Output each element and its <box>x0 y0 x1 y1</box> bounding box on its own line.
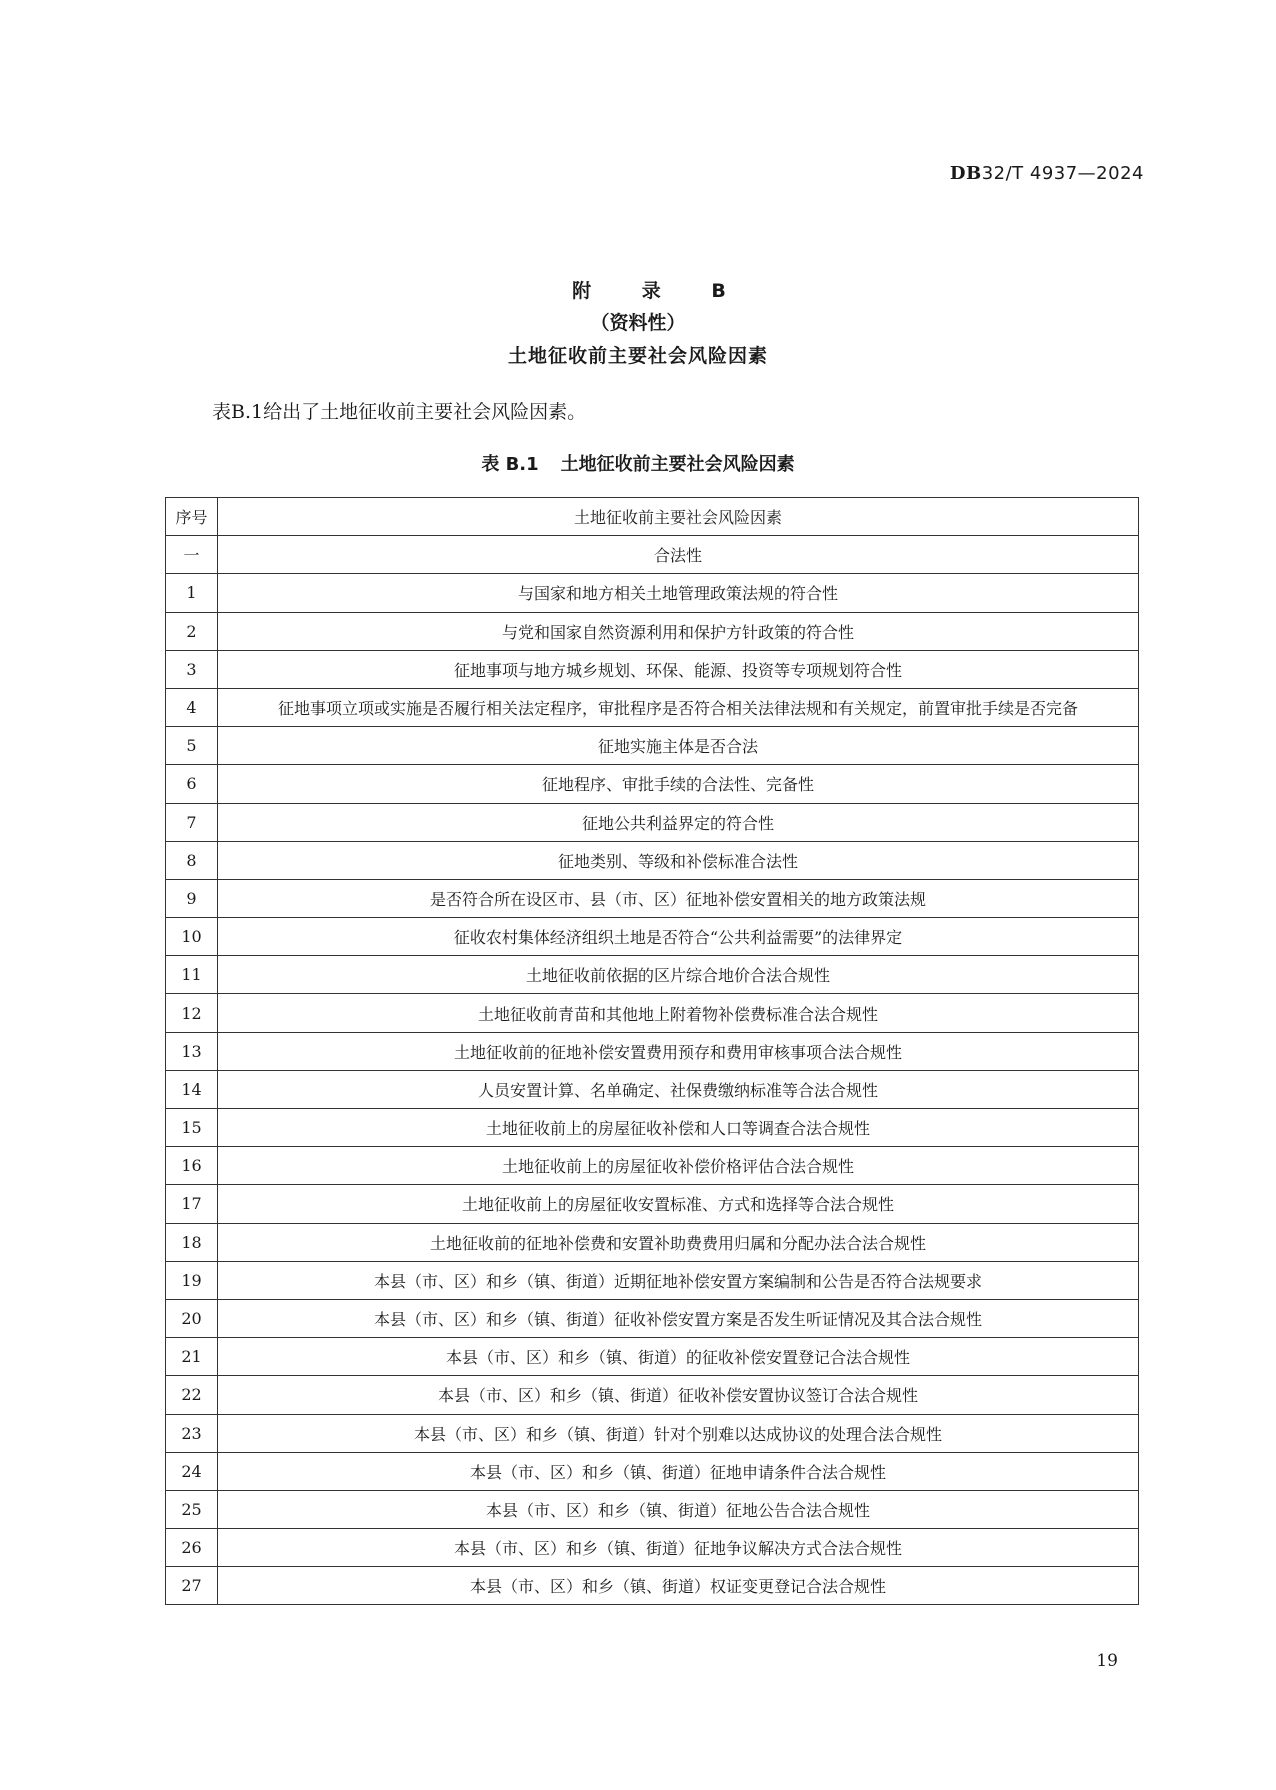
risk-factor-cell: 征地实施主体是否合法 <box>218 727 1139 765</box>
table-caption <box>0 450 1276 476</box>
table-row <box>166 1070 1139 1108</box>
intro-paragraph: 表B.1给出了土地征收前主要社会风险因素。 <box>212 401 587 423</box>
appendix-type: （资料性） <box>590 312 686 334</box>
table-header-row <box>166 498 1139 536</box>
table-row <box>166 918 1139 956</box>
row-number-cell: 10 <box>166 918 218 956</box>
standard-code <box>950 163 1144 184</box>
row-number-cell: 1 <box>166 574 218 612</box>
risk-factor-cell: 人员安置计算、名单确定、社保费缴纳标准等合法合规性 <box>218 1070 1139 1108</box>
row-number-cell: 23 <box>166 1414 218 1452</box>
table-caption-title: 土地征收前主要社会风险因素 <box>560 454 795 475</box>
table-row <box>166 1567 1139 1605</box>
row-number-cell: 一 <box>166 536 218 574</box>
risk-factor-cell: 本县（市、区）和乡（镇、街道）征地争议解决方式合法合规性 <box>218 1529 1139 1567</box>
row-number-cell: 12 <box>166 994 218 1032</box>
table-row <box>166 1223 1139 1261</box>
table-row <box>166 879 1139 917</box>
row-number-cell: 2 <box>166 612 218 650</box>
table-row <box>166 1529 1139 1567</box>
table-row <box>166 727 1139 765</box>
risk-factor-cell: 土地征收前的征地补偿费和安置补助费费用归属和分配办法合法合规性 <box>218 1223 1139 1261</box>
risk-factor-cell: 本县（市、区）和乡（镇、街道）的征收补偿安置登记合法合规性 <box>218 1338 1139 1376</box>
risk-factor-cell: 本县（市、区）和乡（镇、街道）征地申请条件合法合规性 <box>218 1452 1139 1490</box>
table-body <box>166 536 1139 1605</box>
table-row <box>166 1376 1139 1414</box>
risk-factor-cell: 本县（市、区）和乡（镇、街道）针对个别难以达成协议的处理合法合规性 <box>218 1414 1139 1452</box>
risk-factor-cell: 土地征收前上的房屋征收补偿价格评估合法合规性 <box>218 1147 1139 1185</box>
row-number-cell: 18 <box>166 1223 218 1261</box>
row-number-cell: 9 <box>166 879 218 917</box>
risk-factor-cell: 征地事项立项或实施是否履行相关法定程序，审批程序是否符合相关法律法规和有关规定，前置审批手续是否完备 <box>218 688 1139 726</box>
table-row <box>166 650 1139 688</box>
risk-factor-cell: 征地事项与地方城乡规划、环保、能源、投资等专项规划符合性 <box>218 650 1139 688</box>
table-row <box>166 1147 1139 1185</box>
risk-factor-cell: 土地征收前依据的区片综合地价合法合规性 <box>218 956 1139 994</box>
appendix-title: 附 录 B <box>572 280 748 302</box>
risk-factor-cell: 征地类别、等级和补偿标准合法性 <box>218 841 1139 879</box>
table-row <box>166 956 1139 994</box>
risk-factor-cell: 土地征收前上的房屋征收安置标准、方式和选择等合法合规性 <box>218 1185 1139 1223</box>
row-number-cell: 27 <box>166 1567 218 1605</box>
table-row <box>166 1261 1139 1299</box>
row-number-cell: 13 <box>166 1032 218 1070</box>
table-row <box>166 841 1139 879</box>
risk-factor-cell: 本县（市、区）和乡（镇、街道）征收补偿安置方案是否发生听证情况及其合法合规性 <box>218 1299 1139 1337</box>
row-number-cell: 21 <box>166 1338 218 1376</box>
row-number-cell: 14 <box>166 1070 218 1108</box>
table-row <box>166 803 1139 841</box>
risk-factor-cell: 是否符合所在设区市、县（市、区）征地补偿安置相关的地方政策法规 <box>218 879 1139 917</box>
table-row <box>166 1299 1139 1337</box>
row-number-cell: 25 <box>166 1490 218 1528</box>
risk-factor-cell: 本县（市、区）和乡（镇、街道）征地公告合法合规性 <box>218 1490 1139 1528</box>
table-caption-label: 表 B.1 <box>481 454 539 475</box>
table-row <box>166 536 1139 574</box>
standard-number: 32/T 4937—2024 <box>981 163 1144 184</box>
risk-factor-cell: 与国家和地方相关土地管理政策法规的符合性 <box>218 574 1139 612</box>
risk-factor-cell: 本县（市、区）和乡（镇、街道）征收补偿安置协议签订合法合规性 <box>218 1376 1139 1414</box>
risk-factor-cell: 与党和国家自然资源利用和保护方针政策的符合性 <box>218 612 1139 650</box>
risk-factor-cell: 土地征收前的征地补偿安置费用预存和费用审核事项合法合规性 <box>218 1032 1139 1070</box>
row-number-cell: 26 <box>166 1529 218 1567</box>
table-row <box>166 1452 1139 1490</box>
row-number-cell: 19 <box>166 1261 218 1299</box>
row-number-cell: 6 <box>166 765 218 803</box>
row-number-cell: 16 <box>166 1147 218 1185</box>
row-number-cell: 20 <box>166 1299 218 1337</box>
row-number-cell: 8 <box>166 841 218 879</box>
row-number-cell: 24 <box>166 1452 218 1490</box>
table-row <box>166 765 1139 803</box>
table-row <box>166 1414 1139 1452</box>
table-row <box>166 1109 1139 1147</box>
risk-factor-cell: 征地程序、审批手续的合法性、完备性 <box>218 765 1139 803</box>
table-row <box>166 1032 1139 1070</box>
appendix-subject: 土地征收前主要社会风险因素 <box>507 345 768 367</box>
table-row <box>166 1338 1139 1376</box>
table-row <box>166 688 1139 726</box>
table-row <box>166 1490 1139 1528</box>
risk-factor-cell: 征地公共利益界定的符合性 <box>218 803 1139 841</box>
row-number-cell: 3 <box>166 650 218 688</box>
row-number-cell: 4 <box>166 688 218 726</box>
risk-factor-cell: 合法性 <box>218 536 1139 574</box>
risk-factor-cell: 本县（市、区）和乡（镇、街道）近期征地补偿安置方案编制和公告是否符合法规要求 <box>218 1261 1139 1299</box>
table-row <box>166 574 1139 612</box>
risk-factor-table <box>165 497 1139 1605</box>
row-number-cell: 15 <box>166 1109 218 1147</box>
row-number-cell: 11 <box>166 956 218 994</box>
standard-prefix: DB <box>949 163 982 184</box>
table-row <box>166 1185 1139 1223</box>
header-cell-number: 序号 <box>166 498 218 536</box>
table-row <box>166 994 1139 1032</box>
row-number-cell: 5 <box>166 727 218 765</box>
risk-factor-cell: 土地征收前青苗和其他地上附着物补偿费标准合法合规性 <box>218 994 1139 1032</box>
risk-factor-cell: 本县（市、区）和乡（镇、街道）权证变更登记合法合规性 <box>218 1567 1139 1605</box>
row-number-cell: 7 <box>166 803 218 841</box>
row-number-cell: 17 <box>166 1185 218 1223</box>
risk-factor-cell: 征收农村集体经济组织土地是否符合“公共利益需要”的法律界定 <box>218 918 1139 956</box>
table-row <box>166 612 1139 650</box>
header-cell-factor: 土地征收前主要社会风险因素 <box>218 498 1139 536</box>
page-number: 19 <box>1096 1651 1118 1671</box>
risk-factor-cell: 土地征收前上的房屋征收补偿和人口等调查合法合规性 <box>218 1109 1139 1147</box>
row-number-cell: 22 <box>166 1376 218 1414</box>
